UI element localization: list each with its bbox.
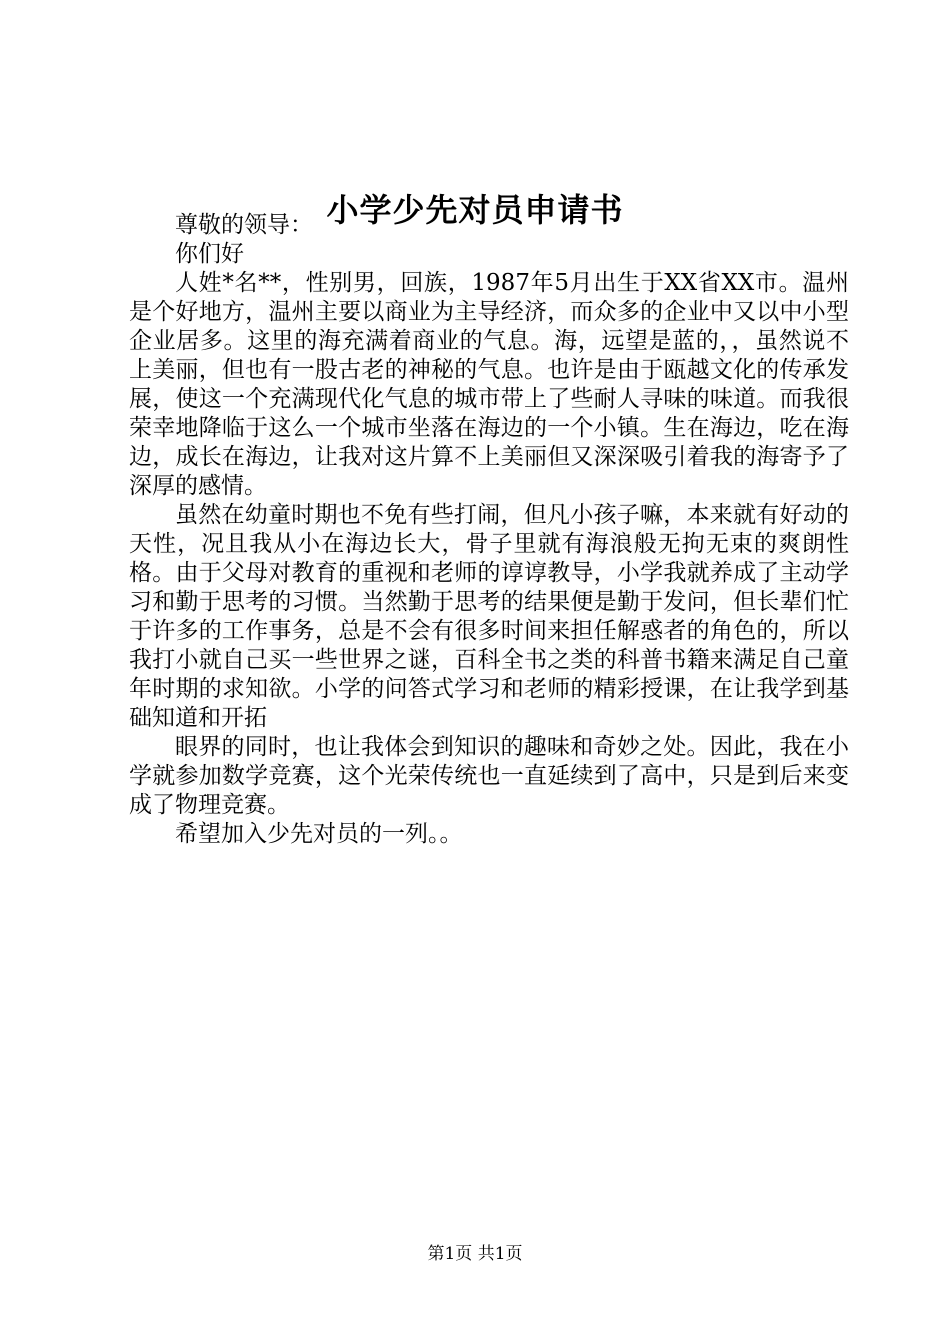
paragraph-introduction: 人姓*名**，性别男，回族，1987年5月出生于XX省XX市。温州是个好地方，温州主要以商业为主导经济，而众多的企业中又以中小型企业居多。这里的海充满着商业的气息。海，远望是蓝的，，虽然说不上美丽，但也有一股古老的神秘的气息。也许是由于瓯越文化的传承发展，使这一个充满现代化气息的城市带上了些耐人寻味的味道。而我很荣幸地降临于这么一个城市坐落在海边的一个小镇。生在海边，吃在海边，成长在海边，让我对这片算不上美丽但又深深吸引着我的海寄予了深厚的感情。 — [129, 270, 849, 499]
document-body — [129, 211, 849, 849]
page-number-footer: 第1页 共1页 — [427, 1244, 523, 1264]
document-title: 小学少先对员申请书 — [326, 191, 624, 229]
greeting: 你们好 — [175, 241, 244, 267]
paragraph-childhood: 虽然在幼童时期也不免有些打闹，但凡小孩子嘛，本来就有好动的天性，况且我从小在海边长大，骨子里就有海浪般无拘无束的爽朗性格。由于父母对教育的重视和老师的谆谆教导，小学我就养成了主动学习和勤于思考的习惯。当然勤于思考的结果便是勤于发问，但长辈们忙于许多的工作事务，总是不会有很多时间来担任解惑者的角色的，所以我打小就自己买一些世界之谜，百科全书之类的科普书籍来满足自己童年时期的求知欲。小学的问答式学习和老师的精彩授课，在让我学到基础知道和开拓 — [129, 502, 849, 731]
salutation: 尊敬的领导： — [175, 212, 313, 238]
paragraph-closing: 希望加入少先对员的一列。。 — [175, 821, 463, 847]
paragraph-competitions: 眼界的同时，也让我体会到知识的趣味和奇妙之处。因此，我在小学就参加数学竞赛，这个光荣传统也一直延续到了高中，只是到后来变成了物理竞赛。 — [129, 734, 849, 818]
